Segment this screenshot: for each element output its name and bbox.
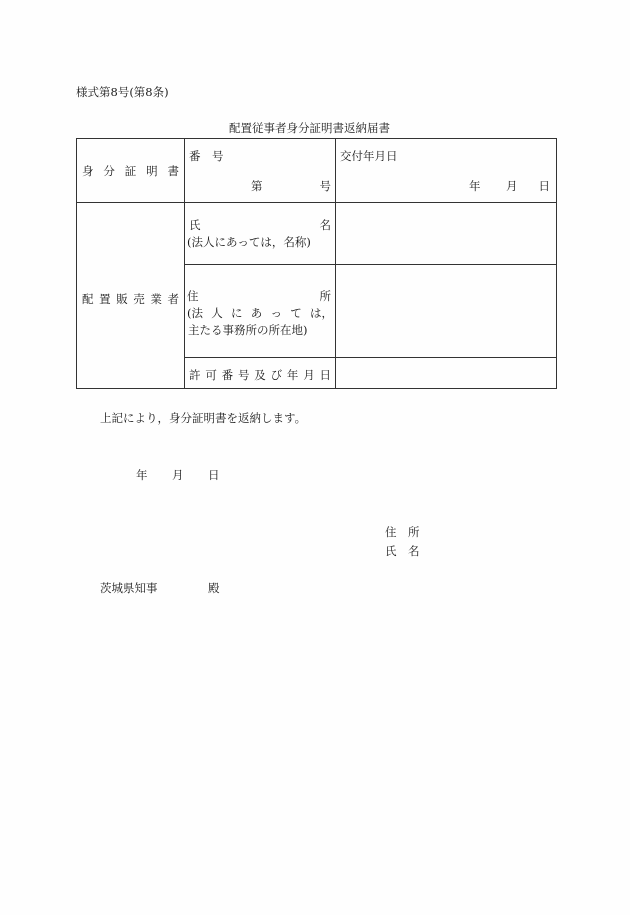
- certificate-label-cell: [77, 139, 185, 203]
- addressee-honorific: 殿: [208, 581, 220, 595]
- permit-label-cell: [185, 358, 336, 389]
- name-value-cell[interactable]: [336, 203, 557, 265]
- address-char-2: 所: [319, 289, 331, 303]
- issue-date-cell[interactable]: [336, 139, 557, 203]
- seller-label: 配 置 販 売 業 者: [82, 292, 179, 306]
- form-number: 様式第8号(第8条): [76, 85, 169, 99]
- date-year[interactable]: 年: [136, 468, 148, 482]
- dai-label: 第: [251, 179, 263, 193]
- name-char-2: 名: [319, 218, 331, 232]
- issue-year-label: 年: [469, 179, 481, 193]
- date-month[interactable]: 月: [172, 468, 184, 482]
- name-note: (法人にあっては，名称): [187, 235, 311, 249]
- certificate-row: [77, 139, 557, 203]
- certificate-return-table: [76, 138, 557, 389]
- applicant-address-label[interactable]: 住 所: [385, 525, 420, 539]
- address-label-cell: [185, 265, 336, 358]
- address-char-1: 住: [187, 289, 199, 303]
- date-day[interactable]: 日: [208, 468, 220, 482]
- permit-label: 許 可 番 号 及 び 年 月 日: [189, 368, 331, 382]
- address-value-cell[interactable]: [336, 265, 557, 358]
- name-char-1: 氏: [189, 218, 201, 232]
- number-label: 番 号: [189, 149, 224, 163]
- document-title: 配置従事者身分証明書返納届書: [229, 121, 390, 135]
- seller-label-cell: [77, 203, 185, 389]
- name-label-cell: [185, 203, 336, 265]
- issue-date-label: 交付年月日: [340, 149, 398, 163]
- statement-text: 上記により，身分証明書を返納します。: [100, 411, 307, 425]
- issue-month-label: 月: [506, 179, 518, 193]
- certificate-number-cell[interactable]: [185, 139, 336, 203]
- permit-value-cell[interactable]: [336, 358, 557, 389]
- certificate-label: 身 分 証 明 書: [82, 164, 179, 178]
- address-note-line2: 主たる事務所の所在地): [188, 323, 308, 337]
- address-note-line1: (法 人 に あ っ て は，: [187, 306, 333, 320]
- applicant-name-label[interactable]: 氏 名: [385, 544, 420, 558]
- addressee-governor: 茨城県知事: [100, 581, 158, 595]
- issue-day-label: 日: [538, 179, 550, 193]
- gou-label: 号: [319, 179, 331, 193]
- seller-name-row: [77, 203, 557, 265]
